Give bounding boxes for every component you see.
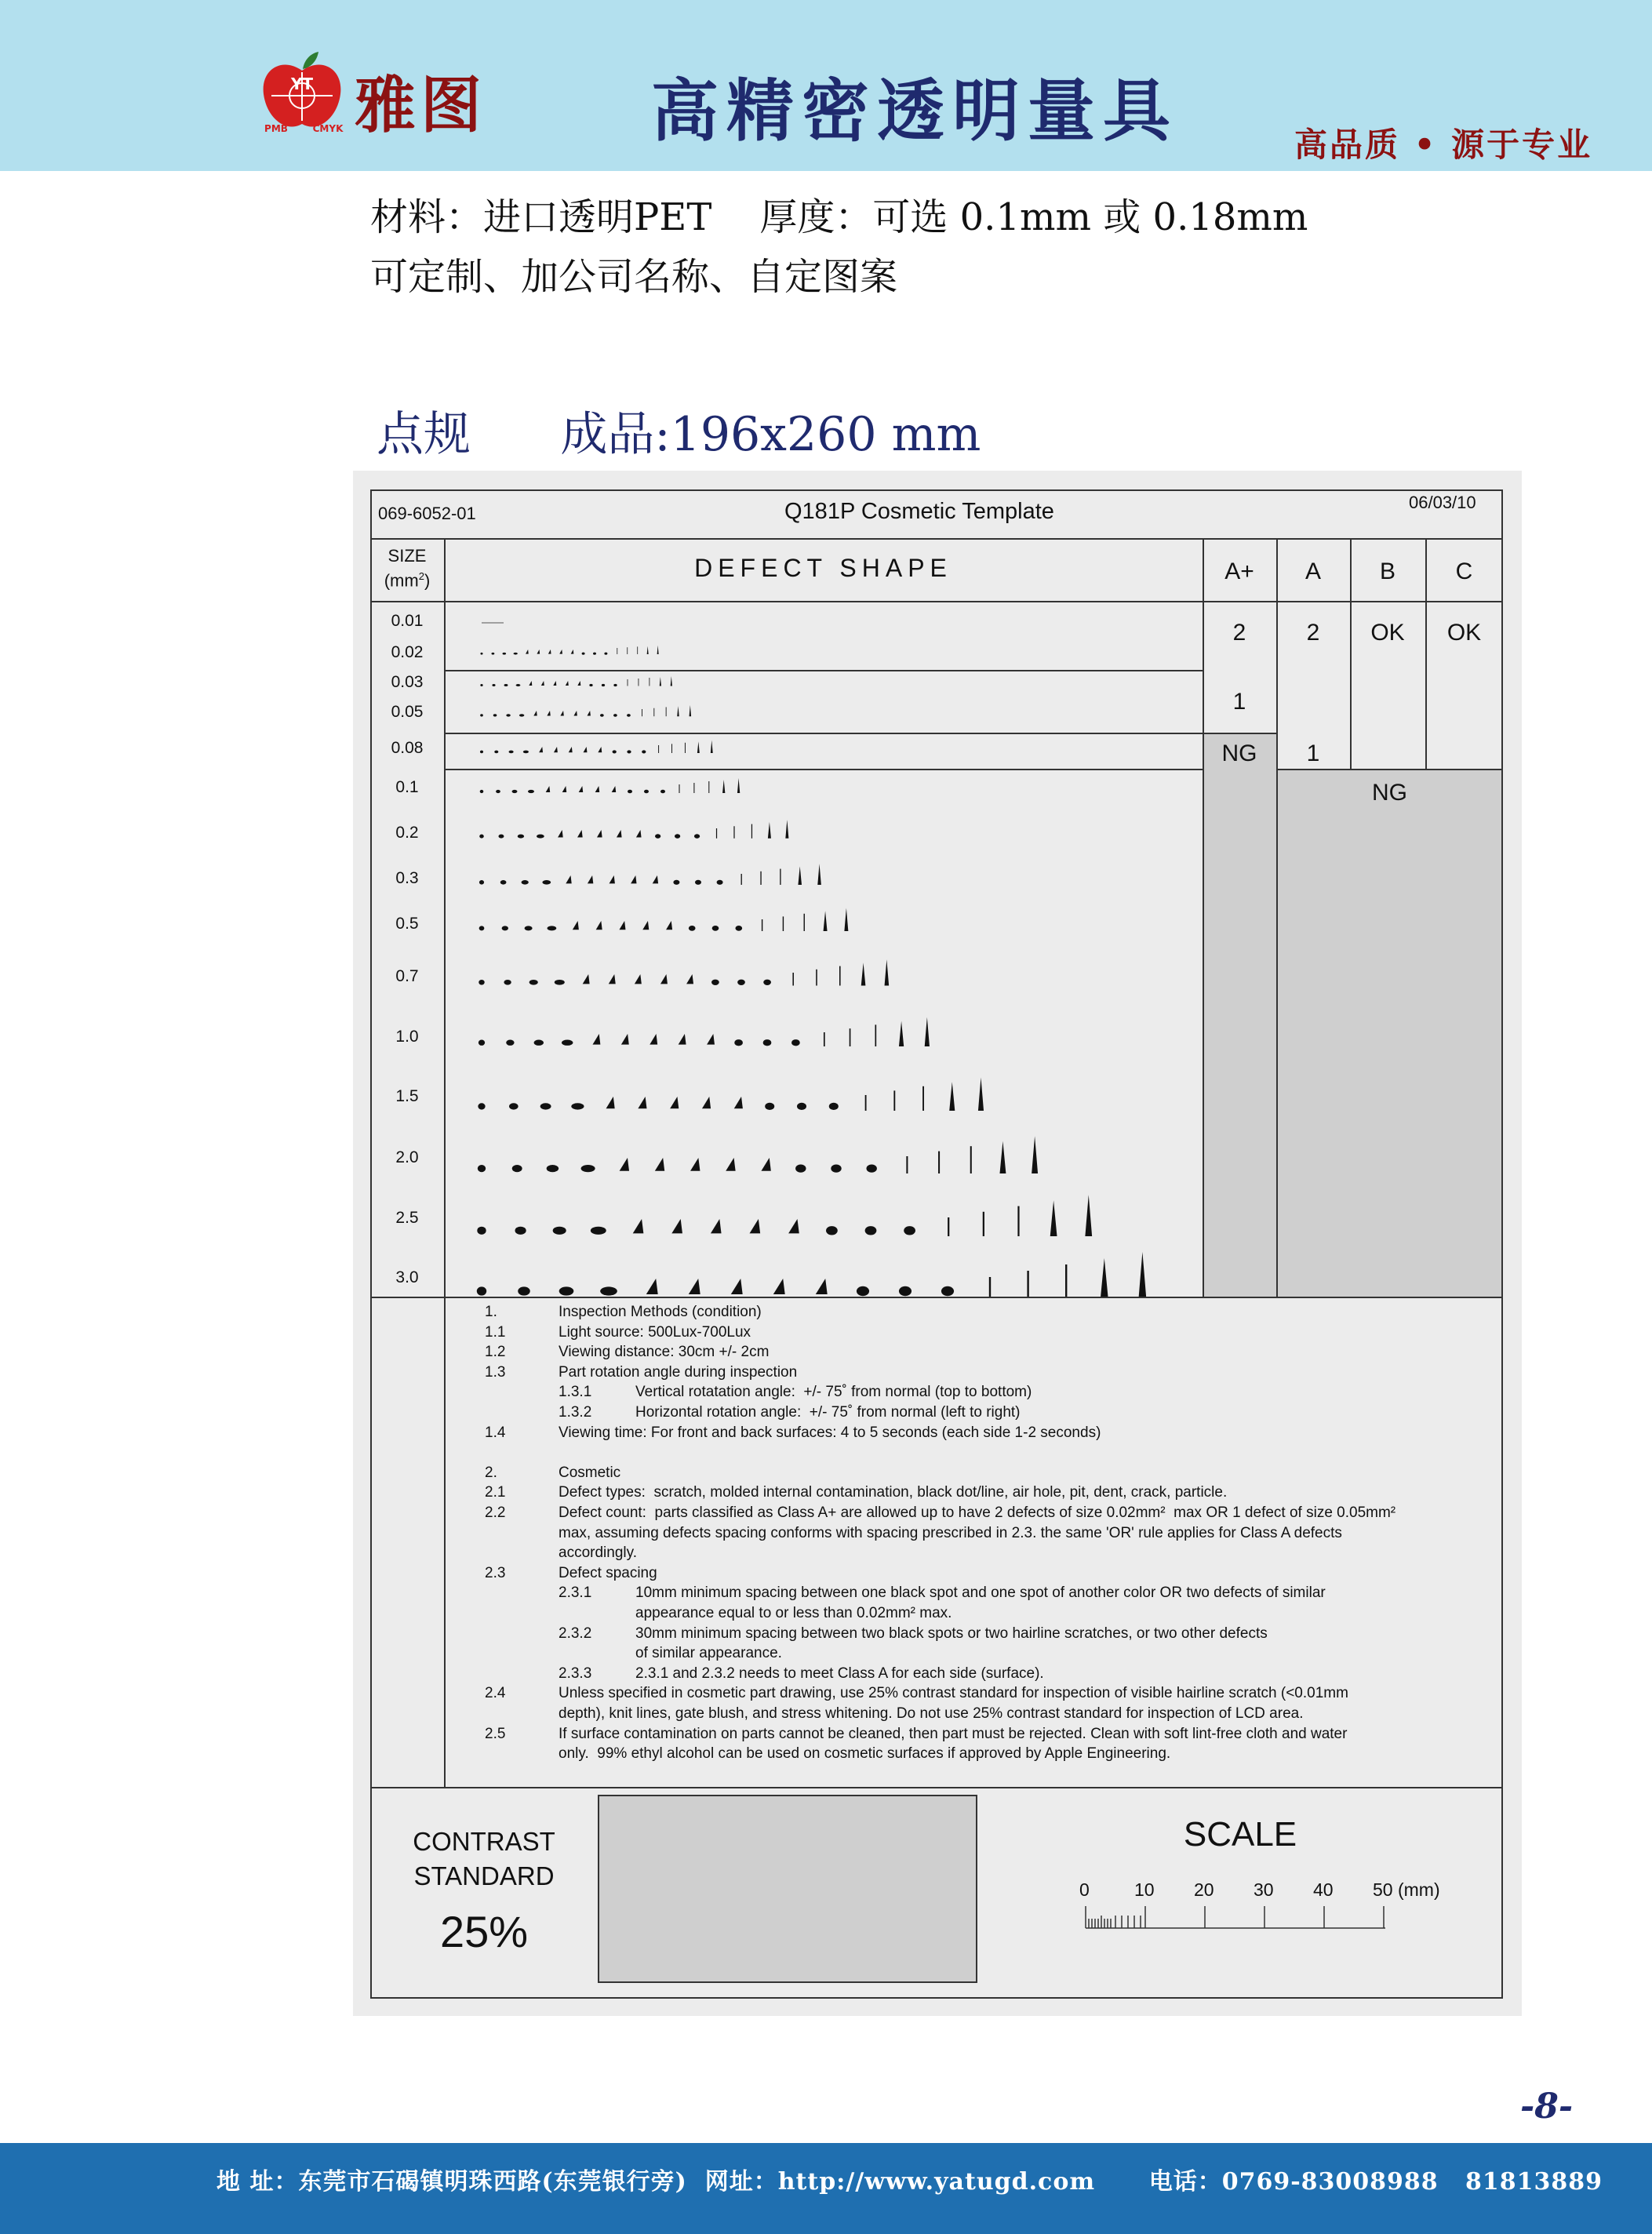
size-label: 1.0 [395, 1028, 419, 1046]
product-name: 点规 [377, 407, 471, 462]
instruction-text: only. 99% ethyl alcohol can be used on cosmetic surfaces if approved by Apple Engineering. [559, 1745, 1171, 1763]
instruction-line [485, 1685, 1497, 1704]
instruction-number: 2.5 [485, 1725, 506, 1742]
page-number: -8- [1520, 2087, 1574, 2127]
slogan: 高品质 • 源于专业 [1294, 126, 1593, 164]
logo-right-text: CMYK [312, 123, 344, 134]
cell-aplus-small: 2 [1232, 620, 1246, 646]
instruction-number: 2.1 [485, 1484, 506, 1501]
defect-shape-row [480, 646, 658, 655]
section-divider [370, 1297, 1503, 1298]
instruction-line [485, 1585, 1497, 1603]
class-header-c: C [1455, 558, 1473, 584]
instruction-line [485, 1484, 1497, 1503]
instruction-line [485, 1605, 1497, 1624]
instruction-number: 2.2 [485, 1504, 506, 1521]
instruction-text: depth), knit lines, gate blush, and stress whitening. Do not use 25% contrast standard for inspection of LCD area. [559, 1705, 1304, 1722]
instruction-number: 2.4 [485, 1685, 506, 1702]
instruction-number: 2.3.3 [559, 1665, 592, 1682]
size-label: 0.01 [391, 612, 424, 630]
instruction-line [485, 1525, 1497, 1544]
template-date: 06/03/10 [1409, 493, 1476, 512]
instruction-line [485, 1565, 1497, 1584]
instruction-number: 2. [485, 1464, 497, 1481]
instruction-text: Horizontal rotation angle: +/- 75˚ from normal (left to right) [635, 1404, 1021, 1421]
instruction-number: 1.1 [485, 1323, 506, 1341]
instruction-text: Defect types: scratch, molded internal contamination, black dot/line, air hole, pit, dent, crack, particle. [559, 1484, 1228, 1501]
scale-tick-label: 30 [1254, 1879, 1274, 1900]
section-divider [370, 1787, 1503, 1788]
instruction-text: Viewing time: For front and back surfaces: 4 to 5 seconds (each side 1-2 seconds) [559, 1424, 1101, 1441]
instruction-number: 2.3 [485, 1564, 506, 1581]
instruction-text: max, assuming defects spacing conforms with spacing prescribed in 2.3. the same 'OR' rule applies for Class A defects [559, 1524, 1342, 1541]
instruction-line [485, 1424, 1497, 1443]
defect-shape-row [478, 959, 889, 985]
page-title: 高精密透明量具 [651, 71, 1178, 151]
instruction-line [485, 1745, 1497, 1764]
defect-shape-row [480, 740, 713, 754]
instruction-line [485, 1464, 1497, 1483]
size-label: 2.0 [395, 1148, 419, 1166]
doc-number: 069-6052-01 [378, 504, 476, 523]
instruction-text: Cosmetic [559, 1464, 621, 1481]
cell-c-ok: OK [1446, 620, 1482, 646]
instruction-text: Unless specified in cosmetic part drawing, use 25% contrast standard for inspection of visible hairline scratch (<0.01mm [559, 1685, 1348, 1702]
instruction-text: 30mm minimum spacing between two black spots or two hairline scratches, or two other defects [635, 1625, 1268, 1642]
instruction-text: If surface contamination on parts cannot be cleaned, then part must be rejected. Clean with soft lint-free cloth and water [559, 1725, 1348, 1742]
scale-tick-label: 20 [1194, 1879, 1214, 1900]
class-header-b: B [1379, 558, 1395, 584]
defect-shape-samples [444, 601, 1203, 1297]
defect-shape-header: DEFECT SHAPE [694, 554, 952, 582]
cell-b-ok: OK [1370, 620, 1405, 646]
defect-shape-row [478, 1017, 930, 1046]
scale-tick-label: 0 [1079, 1879, 1090, 1900]
instruction-line [485, 1645, 1497, 1664]
scale-ruler [1083, 1905, 1396, 1933]
instruction-line [485, 1625, 1497, 1644]
instruction-number: 1. [485, 1304, 497, 1320]
scale-tick-label: 40 [1313, 1879, 1334, 1900]
instruction-text: Light source: 500Lux-700Lux [559, 1323, 751, 1341]
instruction-text: Inspection Methods (condition) [559, 1304, 762, 1320]
instruction-text: 10mm minimum spacing between one black spot and one spot of another color OR two defects of similar [635, 1585, 1326, 1602]
defect-shape-row [480, 705, 691, 717]
instruction-line [485, 1444, 1497, 1463]
instruction-line [485, 1304, 1497, 1323]
logo-left-text: PMB [264, 123, 288, 134]
scale-tick-label: 50 (mm) [1373, 1879, 1440, 1900]
size-label: 1.5 [395, 1087, 419, 1105]
instruction-line [485, 1665, 1497, 1684]
cell-a-small: 2 [1306, 620, 1320, 646]
defect-shape-row [477, 1252, 1146, 1297]
defect-shape-row [477, 1195, 1092, 1236]
instruction-line [485, 1324, 1497, 1343]
instruction-number: 1.2 [485, 1344, 506, 1361]
footer-contact: 地 址：东莞市石碣镇明珠西路(东莞银行旁) 网址：http://www.yatugd.com 电话：0769-83008988 81813889 [217, 2168, 1603, 2196]
defect-shape-row [480, 676, 672, 686]
defect-shape-row [479, 864, 821, 885]
product-size: 成品:196x260 mm [560, 407, 981, 462]
logo-letters: YT [290, 75, 314, 93]
instruction-number: 1.3 [485, 1363, 506, 1381]
instruction-line [485, 1344, 1497, 1363]
instruction-line [485, 1364, 1497, 1383]
brand-logo [259, 49, 345, 136]
cell-aplus-ng: NG [1221, 740, 1257, 766]
instruction-number: 1.3.2 [559, 1404, 592, 1421]
size-label: 0.08 [391, 739, 424, 757]
instruction-line [485, 1705, 1497, 1724]
custom-note: 可定制、加公司名称、自定图案 [370, 255, 898, 299]
template-title: Q181P Cosmetic Template [784, 499, 1054, 524]
instruction-number: 1.4 [485, 1424, 506, 1441]
instruction-text: appearance equal to or less than 0.02mm² max. [635, 1605, 952, 1621]
row-divider [370, 538, 1503, 540]
defect-shape-row [478, 1078, 984, 1111]
scale-title: SCALE [1183, 1815, 1297, 1854]
col-divider [1276, 538, 1278, 1297]
instruction-line [485, 1726, 1497, 1745]
contrast-value: 25% [439, 1907, 529, 1956]
instruction-text: 2.3.1 and 2.3.2 needs to meet Class A for each side (surface). [635, 1665, 1044, 1682]
size-label: 0.02 [391, 643, 424, 661]
instruction-text: Vertical rotatation angle: +/- 75˚ from normal (top to bottom) [635, 1384, 1032, 1401]
instruction-text: Defect spacing [559, 1564, 657, 1581]
instruction-text: Defect count: parts classified as Class A+ are allowed up to have 2 defects of size 0.02mm² max OR 1 defect of size 0.05mm² [559, 1504, 1396, 1521]
brand-name: 雅图 [355, 70, 487, 141]
instruction-line [485, 1384, 1497, 1403]
size-label: 0.7 [395, 967, 419, 985]
product-heading [377, 397, 981, 464]
instruction-line [485, 1545, 1497, 1563]
size-label: 3.0 [395, 1268, 419, 1286]
size-label: 2.5 [395, 1209, 419, 1227]
instruction-number: 1.3.1 [559, 1384, 592, 1401]
class-header-a: A [1304, 558, 1321, 584]
size-label: 0.05 [391, 703, 424, 721]
size-label: 0.3 [395, 869, 419, 887]
material-spec: 材料：进口透明PET 厚度：可选 0.1mm 或 0.18mm [370, 195, 1308, 239]
instruction-text: accordingly. [559, 1545, 637, 1562]
instruction-text: of similar appearance. [635, 1645, 782, 1662]
cell-bc-ng: NG [1372, 780, 1407, 806]
cell-aplus-medium: 1 [1232, 689, 1246, 715]
size-label: 0.5 [395, 915, 419, 933]
size-label: 0.2 [395, 824, 419, 842]
col-divider [1203, 538, 1204, 1297]
instruction-text: Part rotation angle during inspection [559, 1363, 798, 1381]
scale-tick-label: 10 [1134, 1879, 1155, 1900]
cell-a-medium: 1 [1306, 740, 1320, 766]
defect-shape-row [479, 908, 849, 931]
instruction-line [485, 1504, 1497, 1523]
instruction-number: 2.3.2 [559, 1625, 592, 1642]
instruction-number: 2.3.1 [559, 1585, 592, 1602]
defect-shape-row [479, 820, 788, 839]
row-divider [1276, 769, 1503, 770]
instruction-line [485, 1404, 1497, 1423]
size-label: 0.03 [391, 673, 424, 691]
defect-shape-row [480, 778, 740, 793]
size-label: 0.1 [395, 778, 419, 796]
class-header-aplus: A+ [1224, 558, 1254, 584]
size-header: SIZE $(mm^2)$ [384, 546, 431, 591]
instruction-text: Viewing distance: 30cm +/- 2cm [559, 1344, 770, 1361]
contrast-label: CONTRAST STANDARD [413, 1827, 555, 1890]
defect-shape-row [478, 1136, 1038, 1173]
